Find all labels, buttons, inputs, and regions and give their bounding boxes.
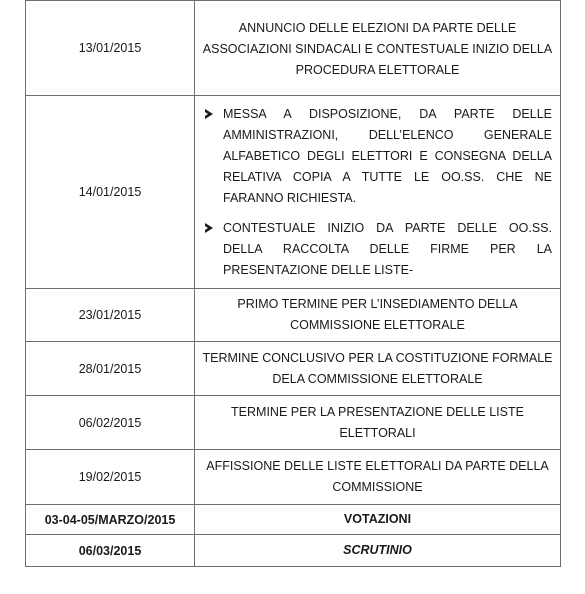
table-row xyxy=(26,96,561,289)
table-row xyxy=(26,505,561,535)
arrow-bullet-icon xyxy=(205,109,213,119)
bullet-text: MESSA A DISPOSIZIONE, DA PARTE DELLE AMMINISTRAZIONI, DELL’ELENCO GENERALE ALFABETICO DEGLI ELETTORI E CONSEGNA DELLA RELATIVA COPIA A TUTTE LE OO.SS. CHE NE FARANNO RICHIESTA. xyxy=(223,106,552,205)
date-cell: 19/02/2015 xyxy=(26,450,195,505)
table-row xyxy=(26,1,561,96)
event-cell: TERMINE PER LA PRESENTAZIONE DELLE LISTE ELETTORALI xyxy=(195,396,561,450)
event-cell: SCRUTINIO xyxy=(195,535,561,567)
date-cell: 13/01/2015 xyxy=(26,1,195,96)
table-row xyxy=(26,342,561,396)
date-cell: 14/01/2015 xyxy=(26,96,195,289)
table-row xyxy=(26,450,561,505)
event-cell: VOTAZIONI xyxy=(195,505,561,535)
event-cell: PRIMO TERMINE PER L’INSEDIAMENTO DELLA COMMISSIONE ELETTORALE xyxy=(195,289,561,342)
date-cell: 06/03/2015 xyxy=(26,535,195,567)
bullet-item xyxy=(201,104,552,209)
date-cell: 06/02/2015 xyxy=(26,396,195,450)
event-cell: AFFISSIONE DELLE LISTE ELETTORALI DA PARTE DELLA COMMISSIONE xyxy=(195,450,561,505)
event-cell: ANNUNCIO DELLE ELEZIONI DA PARTE DELLE ASSOCIAZIONI SINDACALI E CONTESTUALE INIZIO DELLA PROCEDURA ELETTORALE xyxy=(195,1,561,96)
date-cell: 28/01/2015 xyxy=(26,342,195,396)
electoral-schedule-table xyxy=(25,0,561,567)
bullet-list xyxy=(201,104,552,281)
arrow-bullet-icon xyxy=(205,223,213,233)
table-row xyxy=(26,535,561,567)
table-row xyxy=(26,289,561,342)
table-row xyxy=(26,396,561,450)
date-cell: 23/01/2015 xyxy=(26,289,195,342)
event-cell xyxy=(195,96,561,289)
event-cell: TERMINE CONCLUSIVO PER LA COSTITUZIONE FORMALE DELA COMMISSIONE ELETTORALE xyxy=(195,342,561,396)
bullet-item xyxy=(201,218,552,281)
date-cell: 03-04-05/MARZO/2015 xyxy=(26,505,195,535)
bullet-text: CONTESTUALE INIZIO DA PARTE DELLE OO.SS. DELLA RACCOLTA DELLE FIRME PER LA PRESENTAZIONE DELLE LISTE- xyxy=(223,220,552,277)
